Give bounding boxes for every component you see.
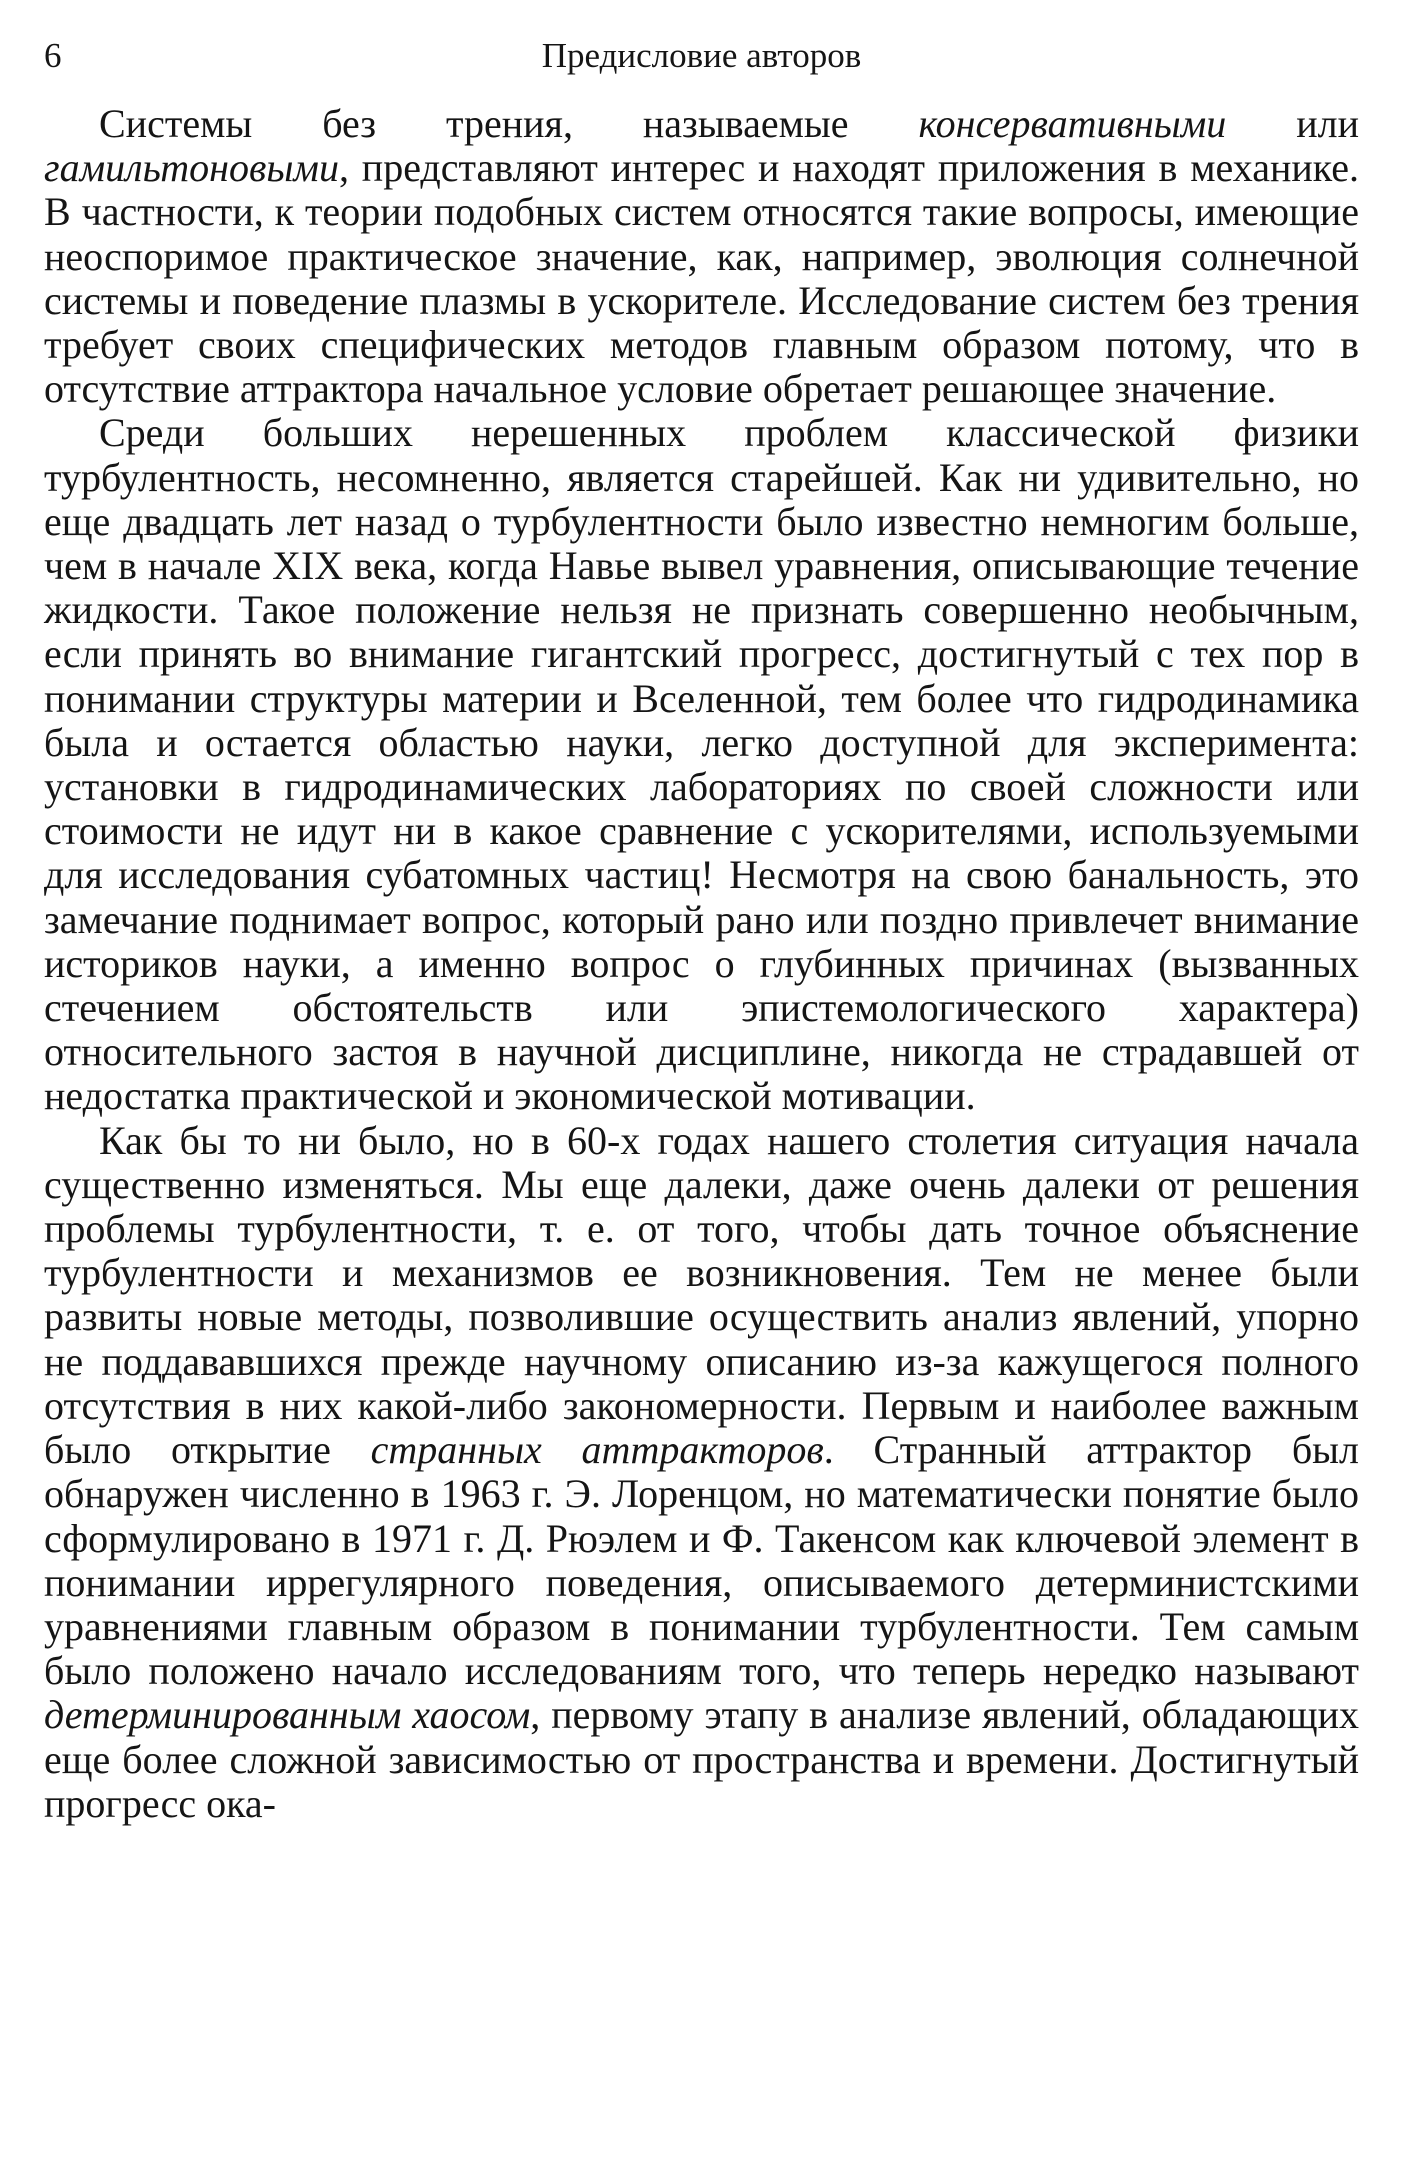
page-number: 6: [44, 36, 62, 75]
book-page: [44, 30, 1359, 1826]
paragraph-3-segment: Как бы то ни было, но в 60-х годах нашего столетия ситуация начала существенно изменяться. Мы еще далеки, даже очень далеки от решения проблемы турбулентности, т. е. от того, чтобы дать точное объяснение турбулентности и механизмов ее возникновения. Тем не менее были развиты новые методы, позволившие осуществить анализ явлений, упорно не поддававшихся прежде научному описанию из-за кажущегося полного отсутствия в них какой-либо закономерности. Первым и наиболее важным было открытие: [44, 1117, 1359, 1473]
paragraph-3: [44, 1119, 1359, 1826]
paragraph-1-segment: или: [1226, 101, 1359, 146]
paragraph-2: [44, 411, 1359, 1118]
paragraph-3-segment: . Странный аттрактор был обнаружен численно в 1963 г. Э. Лоренцом, но математически понятие было сформулировано в 1971 г. Д. Рюэлем и Ф. Такенсом как ключевой элемент в понимании иррегулярного поведения, описываемого детерминистскими уравнениями главным образом в понимании турбулентности. Тем самым было положено начало исследованиям того, что теперь нередко называют: [44, 1427, 1360, 1694]
paragraph-1: [44, 102, 1359, 411]
term-deterministic-chaos: детерминированным хаосом: [44, 1692, 531, 1738]
term-hamiltonian: гамильтоновыми: [44, 145, 339, 191]
paragraph-3-segment: , первому этапу в анализе явлений, обладающих еще более сложной зависимостью от пространства и времени. Достигнутый прогресс ока-: [44, 1692, 1360, 1826]
running-title: Предисловие авторов: [541, 36, 862, 75]
page-header: [44, 30, 1359, 82]
term-strange-attractors: странных аттракторов: [370, 1427, 824, 1473]
body-text: [44, 102, 1359, 1826]
paragraph-1-segment: , представляют интерес и находят приложения в механике. В частности, к теории подобных систем относятся такие вопросы, имеющие неоспоримое практическое значение, как, например, эволюция солнечной системы и поведение плазмы в ускорителе. Исследование систем без трения требует своих специфических методов главным образом потому, что в отсутствие аттрактора начальное условие обретает решающее значение.: [44, 145, 1359, 412]
paragraph-1-segment: Системы без трения, называемые: [99, 101, 919, 146]
term-conservative: консервативными: [918, 101, 1227, 146]
paragraph-2-segment: Среди больших нерешенных проблем классической физики турбулентность, несомненно, является старейшей. Как ни удивительно, но еще двадцать лет назад о турбулентности было известно немногим больше, чем в начале XIX века, когда Навье вывел уравнения, описывающие течение жидкости. Такое положение нельзя не признать совершенно необычным, если принять во внимание гигантский прогресс, достигнутый с тех пор в понимании структуры материи и Вселенной, тем более что гидродинамика была и остается областью науки, легко доступной для эксперимента: установки в гидродинамических лабораториях по своей сложности или стоимости не идут ни в какое сравнение с ускорителями, используемыми для исследования субатомных частиц! Несмотря на свою банальность, это замечание поднимает вопрос, который рано или поздно привлечет внимание историков науки, а именно вопрос о глубинных причинах (вызванных стечением обстоятельств или эпистемологического характера) относительного застоя в научной дисциплине, никогда не страдавшей от недостатка практической и экономической мотивации.: [44, 410, 1359, 1119]
